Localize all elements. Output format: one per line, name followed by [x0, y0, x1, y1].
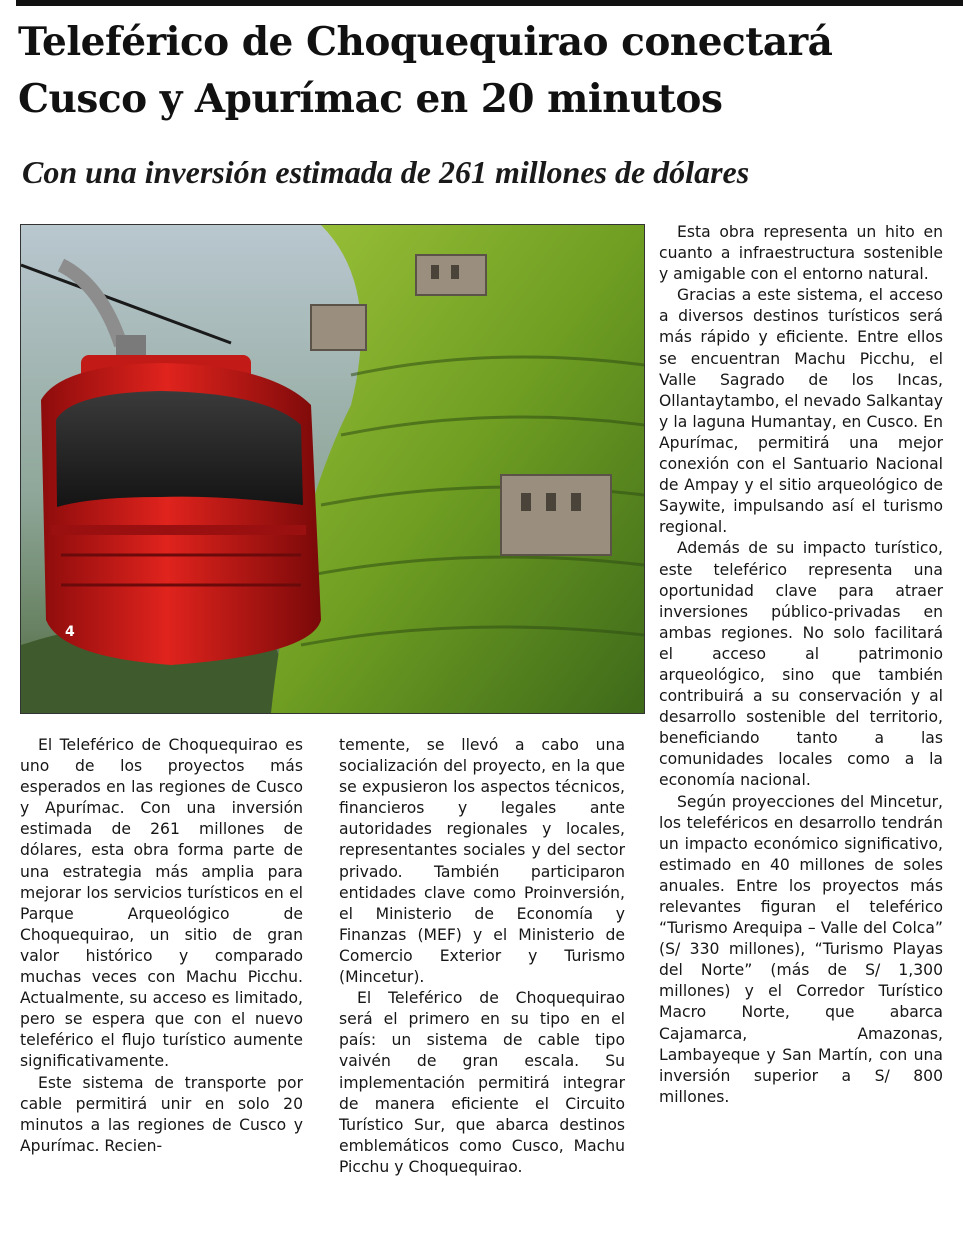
paragraph: Además de su impacto turístico, este teleférico representa una oportunidad clave para atraer inversiones público-privadas en ambas regiones. No solo facilitará el acceso al patrimonio arqueológico, sino que también contribuirá a su conservación y al desarrollo sostenible del territorio, beneficiando tanto a las comunidades locales como a la economía nacional. [659, 539, 943, 790]
paragraph: El Teleférico de Choquequirao es uno de los proyectos más esperados en las regiones de Cusco y Apurímac. Con una inversión estimada de 261 millones de dólares, esta obra forma parte de una estrategia más amplia para mejorar los servicios turísticos en el Parque Arqueológico de Choquequirao, un sitio de gran valor histórico y comparado muchas veces con Machu Picchu. Actualmente, su acceso es limitado, pero se espera que con el nuevo teleférico el flujo turístico aumente significativamente. [20, 736, 303, 1071]
cable-car-photo [20, 224, 645, 714]
top-rule [16, 0, 963, 6]
column-3 [659, 222, 943, 1108]
column-1 [20, 735, 303, 1157]
paragraph: Esta obra representa un hito en cuanto a infraestructura sostenible y amigable con el entorno natural. [659, 223, 943, 284]
paragraph: temente, se llevó a cabo una socialización del proyecto, en la que se expusieron los aspectos técnicos, financieros y legales ante autoridades regionales y locales, representantes sociales y del sector privado. También participaron entidades clave como Proinversión, el Ministerio de Economía y Finanzas (MEF) y el Ministerio de Comercio Exterior y Turismo (Mincetur). [339, 736, 625, 987]
paragraph: Este sistema de transporte por cable permitirá unir en solo 20 minutos a las regiones de Cusco y Apurímac. Recien- [20, 1073, 303, 1155]
cabin-number: 4 [65, 624, 75, 640]
paragraph: Gracias a este sistema, el acceso a diversos destinos turísticos será más rápido y eficiente. Entre ellos se encuentran Machu Picchu, el Valle Sagrado de los Incas, Ollantaytambo, el nevado Salkantay y la laguna Humantay, en Cusco. En Apurímac, permitirá una mejor conexión con el Santuario Nacional de Ampay y el sitio arqueológico de Saywite, impulsando así el turismo regional. [659, 286, 943, 537]
headline: Teleférico de Choquequirao conectará Cusco y Apurímac en 20 minutos [18, 19, 833, 122]
column-2 [339, 735, 625, 1178]
subheadline: Con una inversión estimada de 261 millones de dólares [22, 154, 750, 190]
paragraph: Según proyecciones del Mincetur, los teleféricos en desarrollo tendrán un impacto económico significativo, estimado en 40 millones de soles anuales. Entre los proyectos más relevantes figuran el teleférico “Turismo Arequipa – Valle del Colca” (S/ 330 millones), “Turismo Playas del Norte” (más de S/ 1,300 millones) y el Corredor Turístico Macro Norte, que abarca Cajamarca, Amazonas, Lambayeque y San Martín, con una inversión superior a S/ 800 millones. [659, 792, 943, 1106]
paragraph: El Teleférico de Choquequirao será el primero en su tipo en el país: un sistema de cable tipo vaivén de gran escala. Su implementación permitirá integrar de manera eficiente el Circuito Turístico Sur, que abarca destinos emblemáticos como Cusco, Machu Picchu y Choquequirao. [339, 989, 625, 1176]
